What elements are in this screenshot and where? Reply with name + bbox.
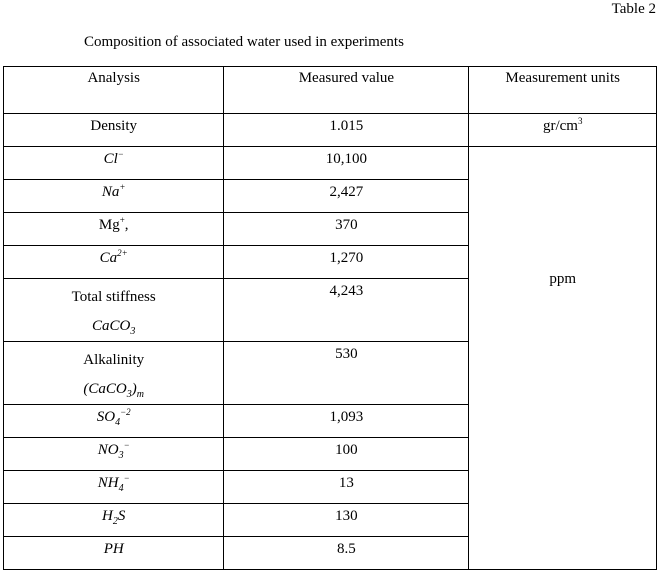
- cell-value: 2,427: [224, 180, 469, 213]
- cell-analysis: $NO_3^-$: [4, 438, 224, 471]
- cell-analysis: Alkalinity $(CaCO_3)_m$: [4, 342, 224, 405]
- cell-value: 530: [224, 342, 469, 405]
- cell-unit-ppm: ppm: [469, 147, 657, 570]
- cell-value: 8.5: [224, 537, 469, 570]
- water-composition-table: [3, 66, 657, 570]
- cell-unit: $gr/cm^3$: [469, 114, 657, 147]
- cell-analysis: PH: [4, 537, 224, 570]
- cell-value: 130: [224, 504, 469, 537]
- cell-analysis: Cl−: [4, 147, 224, 180]
- cell-value: 4,243: [224, 279, 469, 342]
- header-row: [4, 67, 657, 114]
- cell-analysis: Density: [4, 114, 224, 147]
- cell-analysis: Total stiffness CaCO$_3$: [4, 279, 224, 342]
- cell-analysis: $Ca^{2+}$: [4, 246, 224, 279]
- table-row-chloride: [4, 147, 657, 180]
- table-number-label: Table 2: [611, 1, 656, 17]
- cell-value: 13: [224, 471, 469, 504]
- cell-value: 100: [224, 438, 469, 471]
- cell-analysis: $SO_4^{-2}$: [4, 405, 224, 438]
- table-row-density: [4, 114, 657, 147]
- cell-analysis: $H_2S$: [4, 504, 224, 537]
- header-measured-value: Measured value: [224, 67, 469, 114]
- cell-value: 10,100: [224, 147, 469, 180]
- cell-value: 370: [224, 213, 469, 246]
- table-caption: Composition of associated water used in experiments: [84, 34, 404, 50]
- cell-value: 1,270: [224, 246, 469, 279]
- cell-analysis: $NH_4^-$: [4, 471, 224, 504]
- header-analysis: Analysis: [4, 67, 224, 114]
- cell-value: 1.015: [224, 114, 469, 147]
- cell-analysis: Na+: [4, 180, 224, 213]
- header-measurement-units: Measurement units: [469, 67, 657, 114]
- cell-analysis: Mg+,: [4, 213, 224, 246]
- cell-value: 1,093: [224, 405, 469, 438]
